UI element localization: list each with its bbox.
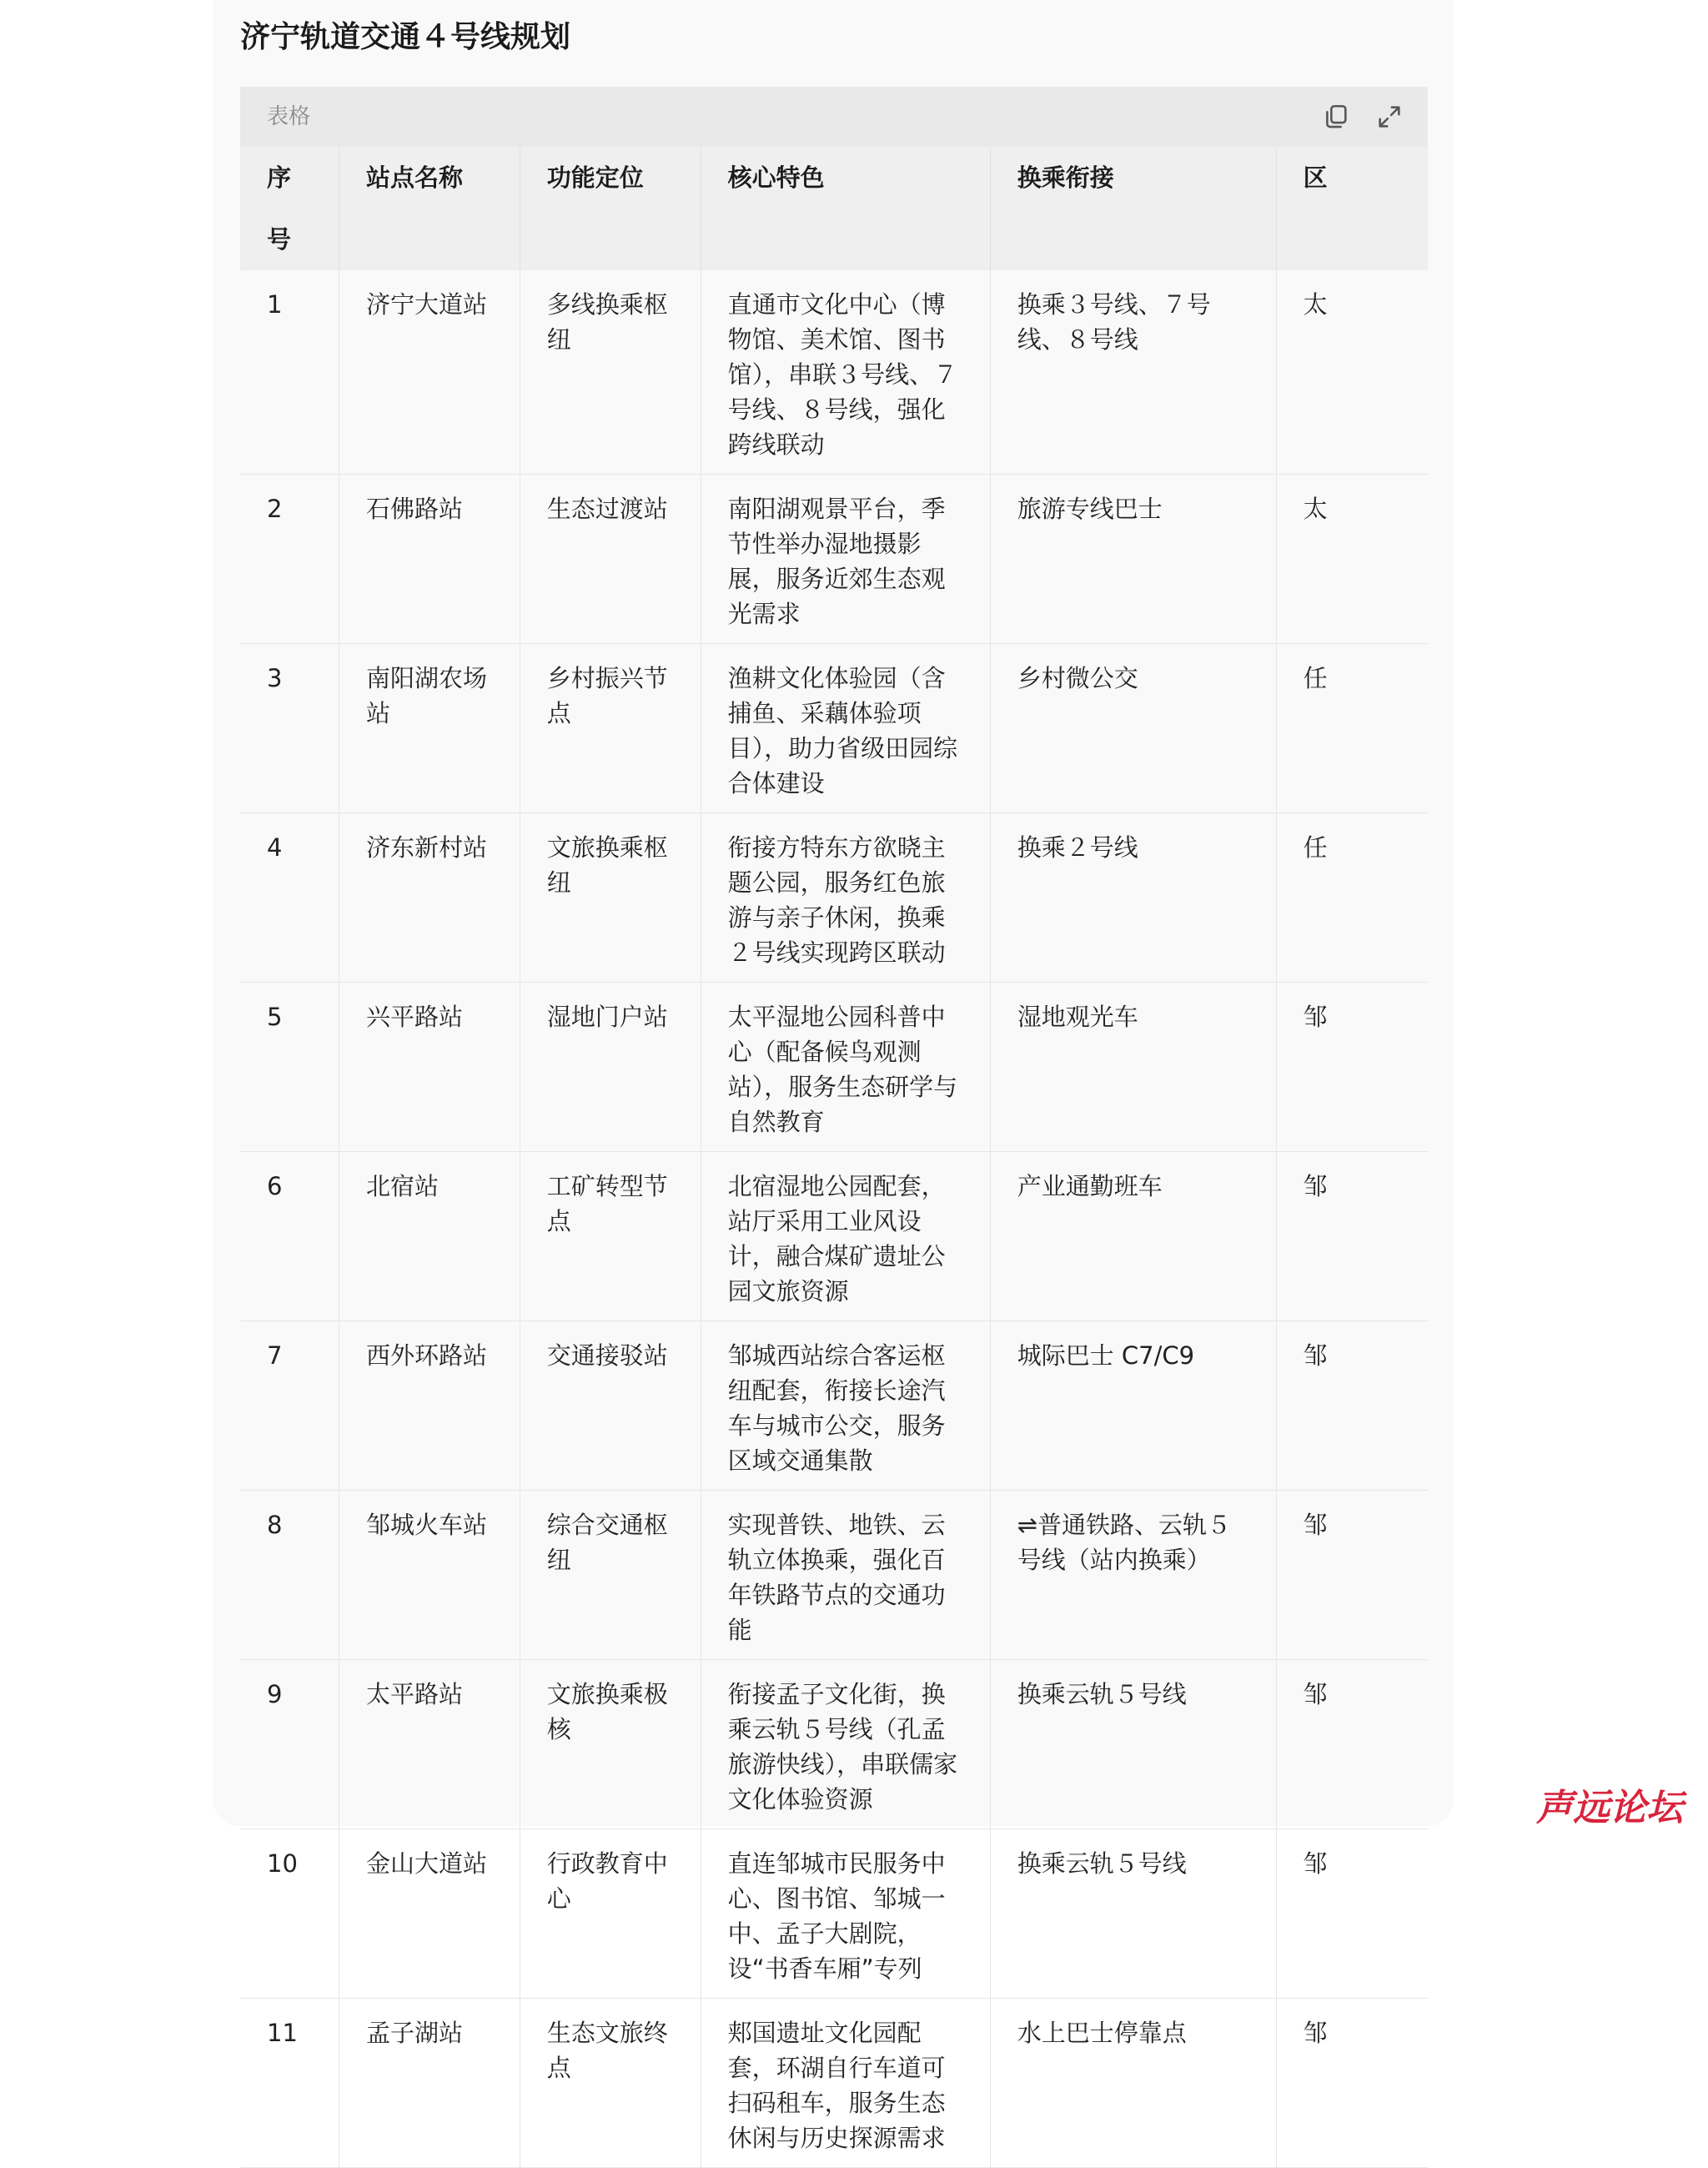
table-row <box>240 983 1428 1152</box>
cell-district: 太 <box>1276 475 1428 644</box>
table-row <box>240 270 1428 475</box>
cell-features: 太平湿地公园科普中心（配备候鸟观测站），服务生态研学与自然教育 <box>701 983 990 1152</box>
cell-features: 郏国遗址文化园配套，环湖自行车道可扫码租车，服务生态休闲与历史探源需求 <box>701 1999 990 2168</box>
header-district: 区 <box>1276 147 1428 270</box>
cell-station-name: 南阳湖农场站 <box>339 644 520 813</box>
stations-table <box>240 147 1428 2168</box>
cell-district: 任 <box>1276 644 1428 813</box>
cell-district: 太 <box>1276 270 1428 475</box>
copy-icon <box>1322 103 1350 131</box>
table-toolbar <box>240 87 1428 148</box>
cell-station-name: 太平路站 <box>339 1660 520 1829</box>
cell-features: 直连邹城市民服务中心、图书馆、邹城一中、孟子大剧院，设“书香车厢”专列 <box>701 1829 990 1999</box>
cell-transfer: 换乘２号线 <box>990 813 1276 983</box>
table-label: 表格 <box>267 104 311 129</box>
expand-icon <box>1375 103 1404 131</box>
page-title: 济宁轨道交通４号线规划 <box>240 20 571 54</box>
cell-station-name: 孟子湖站 <box>339 1999 520 2168</box>
cell-transfer: 换乘云轨５号线 <box>990 1829 1276 1999</box>
cell-index: 1 <box>240 270 339 475</box>
cell-district: 任 <box>1276 813 1428 983</box>
cell-index: 11 <box>240 1999 339 2168</box>
cell-transfer: 旅游专线巴士 <box>990 475 1276 644</box>
cell-features: 渔耕文化体验园（含捕鱼、采藕体验项目），助力省级田园综合体建设 <box>701 644 990 813</box>
expand-button[interactable] <box>1374 102 1404 132</box>
cell-function: 文旅换乘枢纽 <box>520 813 701 983</box>
table-row <box>240 644 1428 813</box>
cell-index: 2 <box>240 475 339 644</box>
cell-transfer: 换乘云轨５号线 <box>990 1660 1276 1829</box>
table-row <box>240 1829 1428 1999</box>
cell-station-name: 北宿站 <box>339 1152 520 1321</box>
cell-district: 邹 <box>1276 1660 1428 1829</box>
cell-features: 直通市文化中心（博物馆、美术馆、图书馆），串联３号线、７号线、８号线，强化跨线联动 <box>701 270 990 475</box>
table-row <box>240 1660 1428 1829</box>
cell-transfer: 产业通勤班车 <box>990 1152 1276 1321</box>
cell-district: 邹 <box>1276 1829 1428 1999</box>
cell-index: 6 <box>240 1152 339 1321</box>
cell-station-name: 金山大道站 <box>339 1829 520 1999</box>
cell-district: 邹 <box>1276 1152 1428 1321</box>
cell-station-name: 西外环路站 <box>339 1321 520 1491</box>
header-features: 核心特色 <box>701 147 990 270</box>
table-row <box>240 1491 1428 1660</box>
cell-features: 衔接孟子文化街，换乘云轨５号线（孔孟旅游快线），串联儒家文化体验资源 <box>701 1660 990 1829</box>
cell-function: 综合交通枢纽 <box>520 1491 701 1660</box>
cell-function: 交通接驳站 <box>520 1321 701 1491</box>
table-row <box>240 1999 1428 2168</box>
table-row <box>240 813 1428 983</box>
table-header-row <box>240 147 1428 270</box>
header-function: 功能定位 <box>520 147 701 270</box>
cell-function: 湿地门户站 <box>520 983 701 1152</box>
table-row <box>240 1321 1428 1491</box>
cell-station-name: 石佛路站 <box>339 475 520 644</box>
forum-watermark <box>1536 1783 1695 1830</box>
cell-function: 文旅换乘极核 <box>520 1660 701 1829</box>
cell-function: 多线换乘枢纽 <box>520 270 701 475</box>
watermark-text: 声远论坛 <box>1536 1787 1683 1829</box>
cell-district: 邹 <box>1276 1999 1428 2168</box>
cell-features: 南阳湖观景平台，季节性举办湿地摄影展，服务近郊生态观光需求 <box>701 475 990 644</box>
cell-index: 3 <box>240 644 339 813</box>
cell-station-name: 济东新村站 <box>339 813 520 983</box>
cell-transfer: ⇌普通铁路、云轨５号线（站内换乘） <box>990 1491 1276 1660</box>
cell-function: 工矿转型节点 <box>520 1152 701 1321</box>
cell-function: 行政教育中心 <box>520 1829 701 1999</box>
table-container[interactable] <box>240 87 1428 2152</box>
cell-index: 5 <box>240 983 339 1152</box>
cell-station-name: 兴平路站 <box>339 983 520 1152</box>
cell-station-name: 济宁大道站 <box>339 270 520 475</box>
cell-features: 衔接方特东方欲晓主题公园，服务红色旅游与亲子休闲，换乘２号线实现跨区联动 <box>701 813 990 983</box>
cell-transfer: 换乘３号线、７号线、８号线 <box>990 270 1276 475</box>
cell-transfer: 城际巴士 C7/C9 <box>990 1321 1276 1491</box>
header-transfer: 换乘衔接 <box>990 147 1276 270</box>
cell-index: 9 <box>240 1660 339 1829</box>
header-index: 序号 <box>240 147 339 270</box>
cell-function: 生态文旅终点 <box>520 1999 701 2168</box>
table-body <box>240 270 1428 2168</box>
cell-index: 7 <box>240 1321 339 1491</box>
cell-function: 乡村振兴节点 <box>520 644 701 813</box>
header-station-name: 站点名称 <box>339 147 520 270</box>
cell-district: 邹 <box>1276 983 1428 1152</box>
cell-district: 邹 <box>1276 1491 1428 1660</box>
table-row <box>240 475 1428 644</box>
cell-features: 北宿湿地公园配套，站厅采用工业风设计，融合煤矿遗址公园文旅资源 <box>701 1152 990 1321</box>
cell-district: 邹 <box>1276 1321 1428 1491</box>
cell-index: 10 <box>240 1829 339 1999</box>
cell-function: 生态过渡站 <box>520 475 701 644</box>
cell-features: 实现普铁、地铁、云轨立体换乘，强化百年铁路节点的交通功能 <box>701 1491 990 1660</box>
table-row <box>240 1152 1428 1321</box>
cell-index: 4 <box>240 813 339 983</box>
table-card <box>214 0 1453 2152</box>
cell-transfer: 湿地观光车 <box>990 983 1276 1152</box>
cell-transfer: 水上巴士停靠点 <box>990 1999 1276 2168</box>
cell-transfer: 乡村微公交 <box>990 644 1276 813</box>
cell-station-name: 邹城火车站 <box>339 1491 520 1660</box>
copy-button[interactable] <box>1321 102 1351 132</box>
cell-index: 8 <box>240 1491 339 1660</box>
cell-features: 邹城西站综合客运枢纽配套，衔接长途汽车与城市公交，服务区域交通集散 <box>701 1321 990 1491</box>
